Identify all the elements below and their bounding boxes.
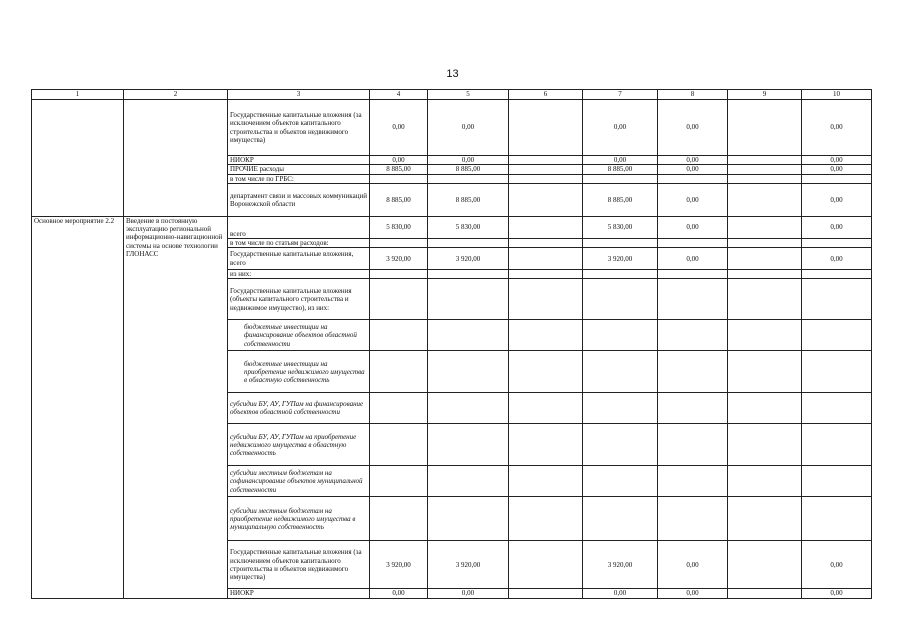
value-cell: 0,00	[658, 248, 728, 270]
value-cell	[728, 248, 802, 270]
value-cell	[728, 156, 802, 165]
expense-label: субсидии местным бюджетам на софинансирование объектов муниципальной собственности	[228, 466, 370, 497]
value-cell	[658, 320, 728, 351]
expense-label: Государственные капитальные вложения (за исключением объектов капитального строительства и объектов недвижимого имущества)	[228, 541, 370, 589]
value-cell	[728, 393, 802, 424]
value-cell	[728, 351, 802, 393]
value-cell	[802, 393, 872, 424]
value-cell	[428, 279, 509, 320]
activity-name-cell: Основное мероприятие 2.2	[32, 216, 124, 598]
column-header: 6	[509, 90, 583, 100]
value-cell: 0,00	[658, 541, 728, 589]
value-cell: 0,00	[583, 589, 658, 598]
value-cell: 0,00	[802, 216, 872, 238]
value-cell	[728, 216, 802, 238]
value-cell: 0,00	[658, 589, 728, 598]
expense-label: из них:	[228, 270, 370, 279]
value-cell: 0,00	[802, 156, 872, 165]
value-cell	[728, 279, 802, 320]
value-cell	[509, 351, 583, 393]
value-cell	[728, 174, 802, 183]
value-cell	[428, 466, 509, 497]
value-cell	[428, 174, 509, 183]
value-cell	[509, 424, 583, 466]
value-cell	[370, 497, 428, 541]
value-cell	[802, 174, 872, 183]
value-cell	[728, 466, 802, 497]
expense-label: субсидии БУ, АУ, ГУПам на приобретение недвижимого имущества в областную собственность	[228, 424, 370, 466]
value-cell	[509, 320, 583, 351]
value-cell	[509, 393, 583, 424]
expense-label: НИОКР	[228, 589, 370, 598]
column-header: 3	[228, 90, 370, 100]
activity-description-cell: Введение в постоянную эксплуатацию региональной информационно-навигационной системы на основе технологии ГЛОНАСС	[124, 216, 228, 598]
value-cell	[509, 279, 583, 320]
value-cell: 0,00	[802, 589, 872, 598]
value-cell: 3 920,00	[370, 541, 428, 589]
value-cell	[428, 393, 509, 424]
column-header: 1	[32, 90, 124, 100]
value-cell: 0,00	[583, 100, 658, 156]
value-cell	[370, 320, 428, 351]
value-cell	[509, 238, 583, 247]
value-cell: 5 830,00	[583, 216, 658, 238]
value-cell	[728, 100, 802, 156]
value-cell	[802, 466, 872, 497]
value-cell	[509, 174, 583, 183]
value-cell	[583, 351, 658, 393]
value-cell	[583, 466, 658, 497]
value-cell: 5 830,00	[370, 216, 428, 238]
value-cell	[509, 270, 583, 279]
value-cell: 0,00	[658, 165, 728, 174]
value-cell	[658, 238, 728, 247]
value-cell	[509, 248, 583, 270]
value-cell: 0,00	[802, 183, 872, 216]
expense-label: всего	[228, 216, 370, 238]
value-cell	[802, 351, 872, 393]
value-cell	[658, 466, 728, 497]
value-cell	[370, 466, 428, 497]
value-cell	[509, 541, 583, 589]
value-cell	[658, 270, 728, 279]
expense-label: бюджетные инвестиции на приобретение недвижимого имущества в областную собственность	[228, 351, 370, 393]
expense-label: Государственные капитальные вложения, всего	[228, 248, 370, 270]
value-cell: 8 885,00	[428, 183, 509, 216]
value-cell: 0,00	[583, 156, 658, 165]
expense-label: в том числе по ГРБС:	[228, 174, 370, 183]
value-cell	[509, 589, 583, 598]
value-cell: 0,00	[370, 589, 428, 598]
value-cell	[658, 351, 728, 393]
expense-label: бюджетные инвестиции на финансирование объектов областной собственности	[228, 320, 370, 351]
value-cell	[509, 165, 583, 174]
value-cell	[428, 270, 509, 279]
value-cell	[428, 320, 509, 351]
expense-label: ПРОЧИЕ расходы	[228, 165, 370, 174]
value-cell: 0,00	[802, 100, 872, 156]
budget-table	[31, 89, 872, 599]
value-cell	[583, 270, 658, 279]
value-cell: 0,00	[658, 216, 728, 238]
value-cell: 0,00	[802, 541, 872, 589]
value-cell: 3 920,00	[428, 541, 509, 589]
value-cell	[658, 424, 728, 466]
value-cell	[728, 541, 802, 589]
activity-name-cell	[32, 100, 124, 217]
value-cell	[802, 270, 872, 279]
value-cell	[728, 183, 802, 216]
table-row	[32, 216, 872, 238]
value-cell: 8 885,00	[428, 165, 509, 174]
column-header: 4	[370, 90, 428, 100]
value-cell	[728, 270, 802, 279]
value-cell	[509, 497, 583, 541]
value-cell: 3 920,00	[428, 248, 509, 270]
expense-label: субсидии БУ, АУ, ГУПам на финансирование объектов областной собственности	[228, 393, 370, 424]
column-header: 10	[802, 90, 872, 100]
value-cell	[728, 238, 802, 247]
value-cell: 0,00	[428, 156, 509, 165]
value-cell: 0,00	[428, 100, 509, 156]
expense-label: департамент связи и массовых коммуникаций Воронежской области	[228, 183, 370, 216]
column-header: 9	[728, 90, 802, 100]
value-cell: 0,00	[802, 165, 872, 174]
value-cell	[509, 216, 583, 238]
value-cell	[658, 174, 728, 183]
value-cell: 3 920,00	[370, 248, 428, 270]
value-cell	[728, 589, 802, 598]
value-cell: 0,00	[658, 183, 728, 216]
value-cell: 0,00	[658, 100, 728, 156]
value-cell: 0,00	[658, 156, 728, 165]
value-cell: 8 885,00	[370, 183, 428, 216]
value-cell	[658, 279, 728, 320]
value-cell: 8 885,00	[583, 183, 658, 216]
value-cell: 8 885,00	[370, 165, 428, 174]
value-cell	[802, 279, 872, 320]
value-cell	[583, 174, 658, 183]
column-header: 7	[583, 90, 658, 100]
value-cell	[370, 279, 428, 320]
value-cell	[802, 497, 872, 541]
value-cell	[370, 424, 428, 466]
table-row	[32, 100, 872, 156]
value-cell	[509, 466, 583, 497]
value-cell: 0,00	[370, 156, 428, 165]
value-cell	[728, 165, 802, 174]
value-cell	[583, 279, 658, 320]
column-header: 2	[124, 90, 228, 100]
value-cell	[370, 174, 428, 183]
value-cell	[370, 270, 428, 279]
value-cell	[370, 238, 428, 247]
value-cell: 8 885,00	[583, 165, 658, 174]
value-cell	[370, 393, 428, 424]
value-cell: 0,00	[370, 100, 428, 156]
value-cell	[509, 183, 583, 216]
column-header: 8	[658, 90, 728, 100]
value-cell	[802, 320, 872, 351]
value-cell	[583, 320, 658, 351]
value-cell: 5 830,00	[428, 216, 509, 238]
expense-label: Государственные капитальные вложения (объекты капитального строительства и недвижимое имущество), из них:	[228, 279, 370, 320]
value-cell	[583, 424, 658, 466]
page-number: 13	[446, 68, 459, 80]
value-cell	[802, 424, 872, 466]
value-cell	[509, 156, 583, 165]
column-number-header-row	[32, 90, 872, 100]
expense-label: субсидии местным бюджетам на приобретение недвижимого имущества в муниципальную собственность	[228, 497, 370, 541]
value-cell	[583, 497, 658, 541]
value-cell	[370, 351, 428, 393]
value-cell	[509, 100, 583, 156]
value-cell	[802, 238, 872, 247]
value-cell	[728, 320, 802, 351]
value-cell	[728, 424, 802, 466]
value-cell	[583, 393, 658, 424]
expense-label: Государственные капитальные вложения (за исключением объектов капитального строительства и объектов недвижимого имущества)	[228, 100, 370, 156]
column-header: 5	[428, 90, 509, 100]
value-cell: 0,00	[802, 248, 872, 270]
value-cell	[428, 424, 509, 466]
value-cell	[428, 238, 509, 247]
value-cell	[658, 497, 728, 541]
expense-label: в том числе по статьям расходов:	[228, 238, 370, 247]
activity-description-cell	[124, 100, 228, 217]
value-cell	[728, 497, 802, 541]
value-cell: 3 920,00	[583, 541, 658, 589]
value-cell	[658, 393, 728, 424]
value-cell	[428, 351, 509, 393]
value-cell: 0,00	[428, 589, 509, 598]
value-cell	[583, 238, 658, 247]
value-cell	[428, 497, 509, 541]
value-cell: 3 920,00	[583, 248, 658, 270]
expense-label: НИОКР	[228, 156, 370, 165]
